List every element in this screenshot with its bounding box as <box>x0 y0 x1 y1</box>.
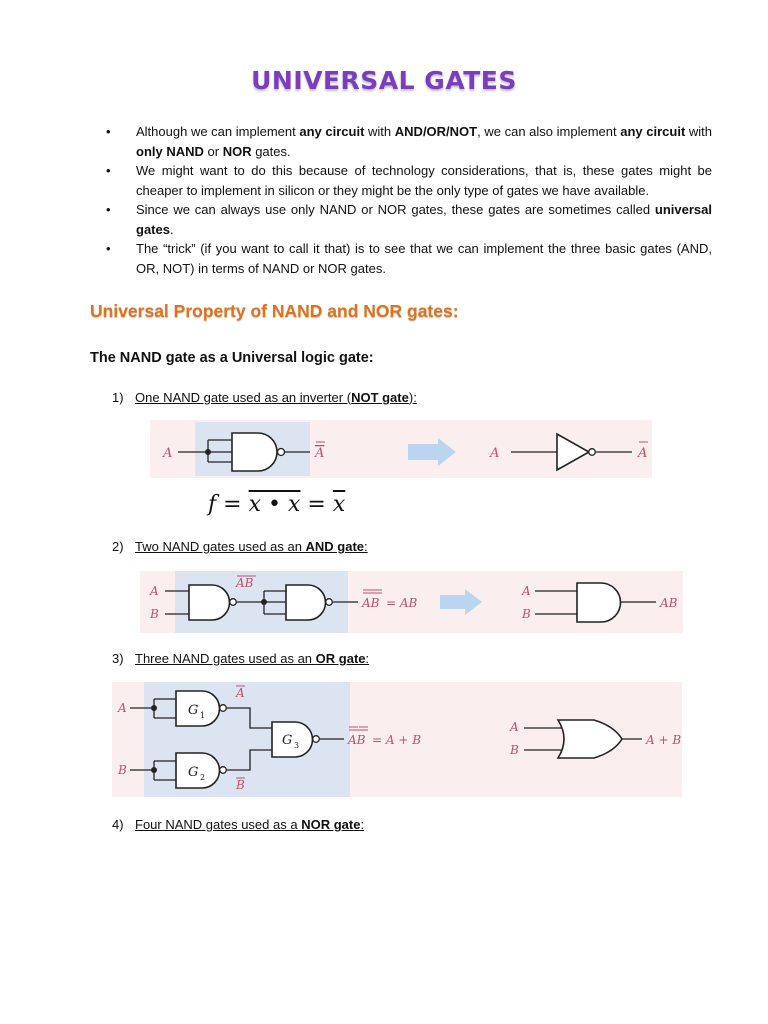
list-item-nor <box>112 817 364 832</box>
bullet-text-run: or <box>203 143 223 159</box>
formula-dot: • <box>268 492 281 517</box>
arrow-icon <box>408 438 456 466</box>
and-gate-icon <box>577 583 621 622</box>
bullet-text-run: . <box>169 221 174 237</box>
arrow-icon <box>440 589 482 615</box>
intermediate-label: AB <box>236 576 254 590</box>
formula-x-bar: $\overline{x}$ <box>332 492 346 517</box>
not-a-label: A <box>236 686 245 700</box>
bullet-bold-text: universal gates <box>136 202 712 237</box>
output-expression-result: = AB <box>386 596 418 610</box>
input-b-label: B <box>510 743 519 757</box>
subheading: The NAND gate as a Universal logic gate: <box>90 350 374 366</box>
formula-eq: = <box>307 492 326 517</box>
formula-x: x <box>288 492 301 517</box>
bullet-text-run: with <box>364 124 395 139</box>
gate-g3-label: G <box>282 733 293 748</box>
bullet-bold-text: NOR <box>222 143 252 159</box>
list-item-or <box>112 651 369 666</box>
item-text: Three NAND gates used as an <box>135 651 316 666</box>
item-bold: AND gate <box>305 539 365 554</box>
item-bold: OR gate <box>315 651 366 666</box>
bullet-dot: • <box>106 241 111 256</box>
output-expression: AB <box>348 733 366 747</box>
item-text: Two NAND gates used as an <box>135 539 306 554</box>
input-b-label: B <box>118 763 127 777</box>
or-gate-icon <box>558 720 622 758</box>
item-number: 3) <box>112 651 124 666</box>
item-text-end: : <box>364 539 368 554</box>
formula-f: f <box>208 492 217 517</box>
gate-g3-subscript: 3 <box>294 741 300 750</box>
bullet-dot: • <box>106 202 111 217</box>
bullet-text-run: Although we can implement <box>136 124 300 139</box>
bullet-text-run: with <box>685 124 713 139</box>
gate-g1-subscript: 1 <box>200 711 206 720</box>
nand-gate-icon <box>189 585 230 620</box>
bullet-list <box>108 122 712 278</box>
nand-gate-icon <box>232 433 277 471</box>
output-label: A <box>638 446 648 461</box>
output-label: AB <box>660 596 678 610</box>
item-text-end: : <box>360 817 365 832</box>
input-a-label: A <box>118 701 127 715</box>
bullet-item <box>108 161 712 200</box>
item-text: Four NAND gates used as a <box>135 817 302 832</box>
bullet-bold-text: only NAND <box>136 143 204 159</box>
not-b-label: B <box>236 778 245 792</box>
output-expression: AB <box>362 596 380 610</box>
output-expression-result: = A + B <box>372 733 422 747</box>
bullet-dot: • <box>106 124 111 139</box>
bullet-text <box>136 161 712 200</box>
item-bold: NOT gate <box>351 390 409 405</box>
input-a-label: A <box>522 584 531 598</box>
formula-overbar <box>249 492 301 517</box>
section-heading: Universal Property of NAND and NOR gates: <box>90 301 459 321</box>
bullet-text <box>136 122 712 161</box>
bullet-dot: • <box>106 163 111 178</box>
item-number: 4) <box>112 817 124 832</box>
bullet-bold-text: AND/OR/NOT <box>394 124 478 139</box>
figure-nand-and <box>140 571 683 633</box>
input-label: A <box>163 446 173 461</box>
input-a-label: A <box>150 584 159 598</box>
list-item-and <box>112 539 368 554</box>
gate-g2-subscript: 2 <box>200 773 206 782</box>
page-title: UNIVERSAL GATES <box>251 66 517 95</box>
item-text-end: ): <box>408 390 417 405</box>
bullet-text <box>136 239 712 278</box>
bullet-item <box>108 200 712 239</box>
input-b-label: B <box>150 607 159 621</box>
item-text-end: : <box>365 651 370 666</box>
gate-g2-label: G <box>188 765 199 780</box>
output-label: A <box>315 446 325 461</box>
figure-nand-not <box>150 420 652 478</box>
output-label: A + B <box>646 733 682 747</box>
bullet-text-run: The “trick” (if you want to call it that) is to see that we can implement the three basic gates (AND, OR, NOT) in terms of NAND or NOR gates. <box>136 241 712 276</box>
bullet-text-run: We might want to do this because of technology considerations, that is, these gates might be cheaper to implement in silicon or they might be the only type of gates we have available. <box>136 163 712 198</box>
figure-nand-or <box>112 682 682 797</box>
bullet-text-run: Since we can always use only NAND or NOR gates, these gates are sometimes called <box>136 202 655 217</box>
input-a-label: A <box>510 720 519 734</box>
bullet-item <box>108 122 712 161</box>
formula-eq: = <box>223 492 242 517</box>
boolean-formula <box>208 492 345 517</box>
bullet-text-run: gates. <box>251 143 291 159</box>
item-bold: NOR gate <box>301 817 361 832</box>
list-item-not <box>112 390 417 405</box>
not-gate-icon <box>557 434 589 470</box>
item-number: 2) <box>112 539 124 554</box>
bullet-bold-text: any circuit <box>299 124 365 139</box>
bullet-text-run: , we can also implement <box>477 124 621 139</box>
input-b-label: B <box>522 607 531 621</box>
item-number: 1) <box>112 390 124 405</box>
bullet-item <box>108 239 712 278</box>
bullet-bold-text: any circuit <box>620 124 686 139</box>
gate-g1-label: G <box>188 703 199 718</box>
formula-x: x <box>248 492 262 517</box>
nand-gate-icon <box>286 585 326 620</box>
bullet-text <box>136 200 712 239</box>
input-label: A <box>490 446 500 461</box>
item-text: One NAND gate used as an inverter ( <box>135 390 352 405</box>
